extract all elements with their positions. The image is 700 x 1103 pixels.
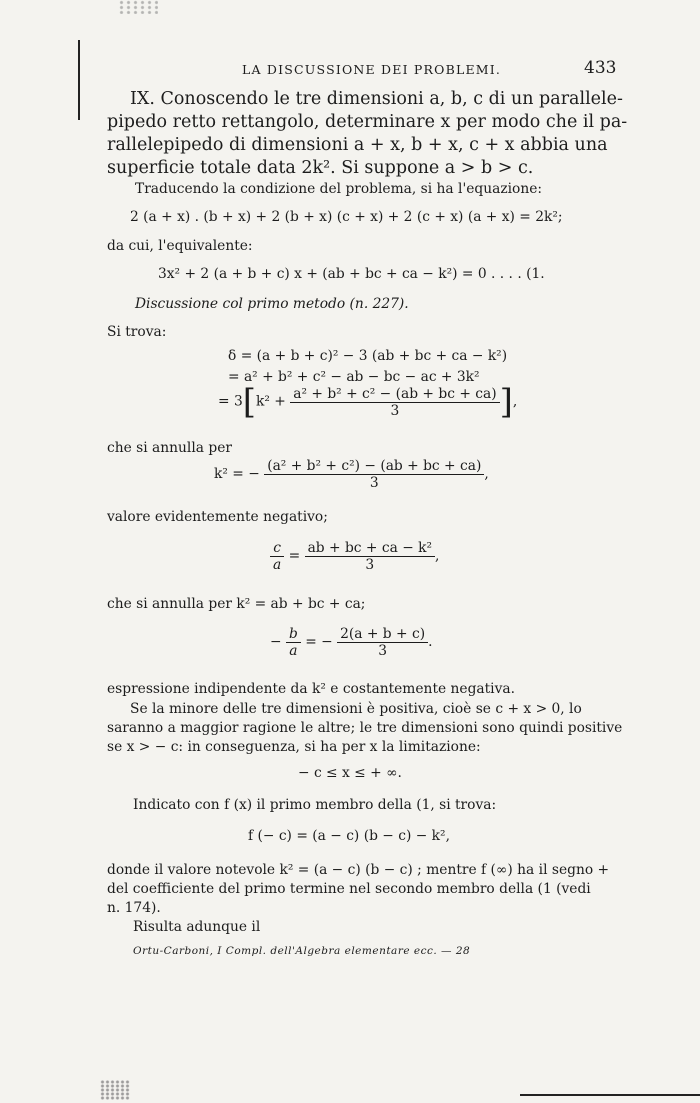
ca-lhs-num: c	[273, 540, 281, 556]
delta3-k-term: k² +	[256, 393, 286, 410]
page-number: 433	[584, 58, 617, 78]
ba-lhs-den: a	[286, 642, 301, 659]
problem-line-3: rallelepipedo di dimensioni a + x, b + x, c + x abbia una	[107, 135, 608, 155]
paragraph-1: Traducendo la condizione del problema, si ha l'equazione:	[135, 181, 543, 197]
paragraph-4: che si annulla per	[107, 440, 232, 456]
paragraph-10-line-3: n. 174).	[107, 900, 161, 916]
ca-equation	[270, 540, 439, 573]
ca-fraction	[305, 540, 435, 573]
scan-edge-mark	[78, 40, 80, 120]
scan-speckle-bottom	[100, 1080, 130, 1100]
ba-eq: = −	[305, 634, 333, 650]
footer-signature: Ortu-Carboni, I Compl. dell'Algebra elementare ecc. — 28	[133, 945, 471, 957]
ba-fraction	[337, 626, 428, 659]
ba-lhs-fraction	[286, 626, 301, 659]
paragraph-2: da cui, l'equivalente:	[107, 238, 253, 254]
delta3-fraction	[290, 386, 499, 419]
close-bracket: ]	[499, 382, 513, 422]
ba-pre: −	[270, 634, 282, 650]
k2-numerator: (a² + b² + c²) − (ab + bc + ca)	[267, 458, 482, 474]
ba-post: .	[428, 634, 433, 650]
paragraph-3: Si trova:	[107, 324, 167, 340]
delta-line-1: δ = (a + b + c)² − 3 (ab + bc + ca − k²)	[228, 348, 508, 364]
equation-3: − c ≤ x ≤ + ∞.	[298, 765, 402, 781]
paragraph-10-line-2: del coefficiente del primo termine nel secondo membro della (1 (vedi	[107, 881, 591, 897]
paragraph-7: espressione indipendente da k² e costantemente negativa.	[107, 681, 516, 697]
delta-line-2: = a² + b² + c² − ab − bc − ac + 3k²	[228, 369, 480, 385]
paragraph-8-line-3: se x > − c: in conseguenza, si ha per x la limitazione:	[107, 739, 481, 755]
delta-line-3	[218, 382, 518, 422]
paragraph-10-line-1: donde il valore notevole k² = (a − c) (b − c) ; mentre f (∞) ha il segno +	[107, 862, 610, 878]
paragraph-8-line-2: saranno a maggior ragione le altre; le tre dimensioni sono quindi positive	[107, 720, 623, 736]
k2-lhs: k² = −	[214, 466, 260, 482]
delta3-post: ,	[512, 393, 518, 410]
paragraph-6: che si annulla per k² = ab + bc + ca;	[107, 596, 366, 612]
ba-equation	[270, 626, 432, 659]
ba-numerator: 2(a + b + c)	[340, 626, 426, 642]
k2-equation	[214, 458, 489, 491]
scan-speckle	[118, 0, 158, 14]
equation-4: f (− c) = (a − c) (b − c) − k²,	[248, 828, 450, 844]
bottom-scan-rule	[520, 1094, 700, 1096]
delta3-prefix: = 3	[218, 393, 243, 410]
ba-lhs-num: b	[288, 626, 298, 642]
k2-denominator: 3	[264, 474, 484, 491]
paragraph-9: Indicato con f (x) il primo membro della (1, si trova:	[133, 797, 497, 813]
delta3-numerator: a² + b² + c² − (ab + bc + ca)	[293, 385, 497, 402]
ca-eq: =	[288, 548, 301, 564]
ca-numerator: ab + bc + ca − k²	[307, 540, 433, 556]
paragraph-8-line-1: Se la minore delle tre dimensioni è positiva, cioè se c + x > 0, lo	[130, 701, 582, 717]
problem-line-4: superficie totale data 2k². Si suppone a > b > c.	[107, 158, 534, 178]
k2-post: ,	[484, 466, 489, 482]
equation-2: 3x² + 2 (a + b + c) x + (ab + bc + ca − k²) = 0 . . . . (1.	[158, 266, 545, 282]
ca-lhs-fraction	[270, 540, 284, 573]
ba-denominator: 3	[337, 642, 428, 659]
delta3-denominator: 3	[290, 402, 499, 419]
open-bracket: [	[242, 382, 256, 422]
ca-post: ,	[435, 548, 440, 564]
problem-line-1: IX. Conoscendo le tre dimensioni a, b, c di un parallele-	[130, 89, 623, 109]
paragraph-5: valore evidentemente negativo;	[107, 509, 328, 525]
ca-denominator: 3	[305, 556, 435, 573]
k2-fraction	[264, 458, 484, 491]
section-heading: Discussione col primo metodo (n. 227).	[135, 296, 409, 312]
paragraph-11: Risulta adunque il	[133, 919, 261, 935]
equation-1: 2 (a + x) . (b + x) + 2 (b + x) (c + x) + 2 (c + x) (a + x) = 2k²;	[130, 209, 563, 225]
ca-lhs-den: a	[270, 556, 284, 573]
running-title: LA DISCUSSIONE DEI PROBLEMI.	[242, 62, 502, 77]
problem-line-2: pipedo retto rettangolo, determinare x per modo che il pa-	[107, 112, 628, 132]
